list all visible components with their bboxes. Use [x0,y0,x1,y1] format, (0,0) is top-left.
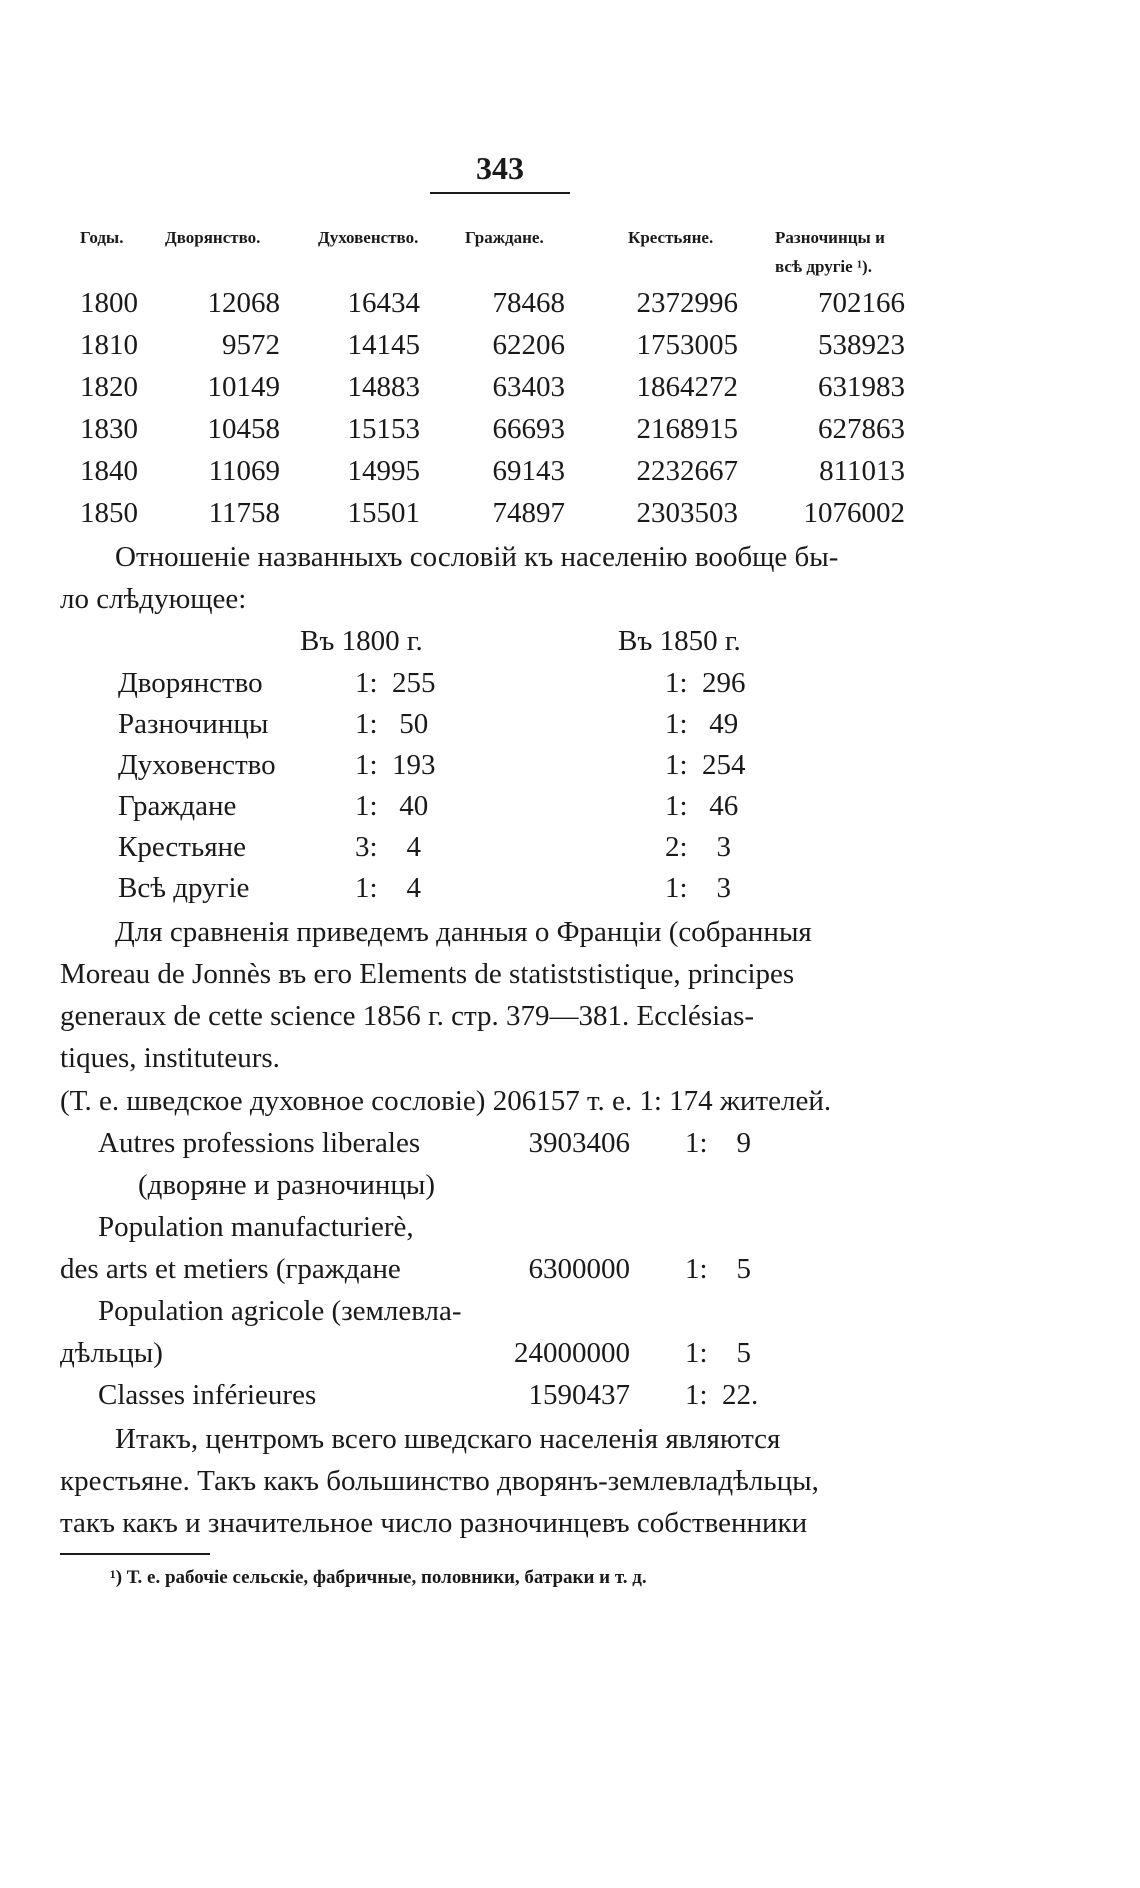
cell-peasants: 1753005 [636,329,738,361]
header-years: Годы. [80,228,124,247]
cell-nobility: 9572 [222,329,280,361]
france-number: 3903406 [528,1127,630,1159]
france-label: des arts et metiers (граждане [60,1253,401,1285]
header-citizens: Граждане. [465,228,544,247]
cell-citizens: 62206 [492,329,565,361]
cell-citizens: 63403 [492,371,565,403]
france-intro-line: Для сравненія приведемъ данныя о Франціи (собранныя [115,916,812,948]
ratio-row [0,831,1140,871]
ratio-label: Крестьяне [118,831,246,863]
france-ratio: 1: 5 [685,1337,752,1369]
france-ratio: 1: 9 [685,1127,752,1159]
cell-peasants: 1864272 [636,371,738,403]
cell-others: 702166 [818,287,905,319]
footnote: ¹) Т. е. рабочіе сельскіе, фабричные, половники, батраки и т. д. [110,1567,647,1588]
ratio-1850: 1: 3 [665,872,732,904]
france-label: (дворяне и разночинцы) [138,1169,436,1201]
france-label: дѣльцы) [60,1337,163,1369]
ratio-label: Духовенство [118,749,276,781]
ratio-1850: 1: 296 [665,667,746,699]
france-row [0,1169,1140,1209]
cell-year: 1850 [80,497,138,529]
france-ratio: 1: 22. [685,1379,759,1411]
ratio-1850: 1: 49 [665,708,739,740]
france-label: Classes inférieures [98,1379,317,1411]
ratio-label: Граждане [118,790,237,822]
conclusion-line: такъ какъ и значительное число разночинцевъ собственники [60,1507,808,1539]
ratio-1800: 3: 4 [355,831,422,863]
cell-citizens: 78468 [492,287,565,319]
page-number-rule [430,192,570,194]
cell-clergy: 14145 [347,329,420,361]
france-row [0,1211,1140,1251]
cell-clergy: 15501 [347,497,420,529]
cell-nobility: 12068 [207,287,280,319]
page-number: 343 [476,150,524,186]
ratio-1800: 1: 4 [355,872,422,904]
cell-citizens: 66693 [492,413,565,445]
ratio-row [0,708,1140,748]
ratio-row [0,790,1140,830]
table-row [0,497,1140,537]
ratio-label: Дворянство [118,667,263,699]
cell-year: 1840 [80,455,138,487]
footnote-rule [60,1553,210,1555]
france-ratio: 1: 5 [685,1253,752,1285]
ratio-label: Всѣ другіе [118,872,250,904]
france-intro-line: tiques, instituteurs. [60,1042,280,1074]
cell-clergy: 16434 [347,287,420,319]
ratio-intro-line2: ло слѣдующее: [60,583,247,615]
ratio-intro-line1: Отношеніе названныхъ сословій къ населенію вообще бы- [115,541,839,573]
header-peasants: Крестьяне. [628,228,714,247]
ratio-header-1850: Въ 1850 г. [618,625,741,657]
france-number: 6300000 [528,1253,630,1285]
table-row [0,329,1140,369]
cell-year: 1830 [80,413,138,445]
france-label: Population agricole (землевла- [98,1295,462,1327]
france-clergy-line: (Т. е. шведское духовное сословіе) 206157 т. е. 1: 174 жителей. [60,1085,832,1117]
france-label: Population manufacturierè, [98,1211,414,1243]
ratio-1850: 2: 3 [665,831,732,863]
france-intro-line: generaux de cette science 1856 г. стр. 379—381. Ecclésias- [60,1000,755,1032]
ratio-row [0,749,1140,789]
cell-clergy: 14883 [347,371,420,403]
ratio-1800: 1: 40 [355,790,429,822]
cell-citizens: 74897 [492,497,565,529]
cell-clergy: 14995 [347,455,420,487]
ratio-row [0,667,1140,707]
table-row [0,287,1140,327]
cell-peasants: 2168915 [636,413,738,445]
france-number: 1590437 [528,1379,630,1411]
cell-peasants: 2303503 [636,497,738,529]
france-row [0,1337,1140,1377]
ratio-label: Разночинцы [118,708,269,740]
ratio-header-1800: Въ 1800 г. [300,625,423,657]
france-label: Autres professions liberales [98,1127,421,1159]
cell-citizens: 69143 [492,455,565,487]
ratio-1850: 1: 46 [665,790,739,822]
cell-year: 1800 [80,287,138,319]
header-nobility: Дворянство. [165,228,261,247]
cell-others: 627863 [818,413,905,445]
cell-peasants: 2372996 [636,287,738,319]
france-intro-line: Moreau de Jonnès въ его Elements de statiststistique, principes [60,958,795,990]
cell-clergy: 15153 [347,413,420,445]
cell-peasants: 2232667 [636,455,738,487]
france-row [0,1127,1140,1167]
conclusion-line: Итакъ, центромъ всего шведскаго населенія являются [115,1423,781,1455]
header-clergy: Духовенство. [318,228,419,247]
france-row [0,1379,1140,1419]
ratio-1800: 1: 255 [355,667,436,699]
cell-year: 1820 [80,371,138,403]
france-row [0,1253,1140,1293]
table-row [0,413,1140,453]
cell-nobility: 11069 [208,455,280,487]
header-others-line2: всѣ другіе ¹). [775,257,872,276]
france-number: 24000000 [514,1337,630,1369]
table-row [0,455,1140,495]
cell-others: 811013 [819,455,905,487]
conclusion-line: крестьяне. Такъ какъ большинство дворянъ-землевладѣльцы, [60,1465,819,1497]
cell-others: 1076002 [803,497,905,529]
ratio-1800: 1: 193 [355,749,436,781]
table-row [0,371,1140,411]
header-others-line1: Разночинцы и [775,228,885,247]
cell-year: 1810 [80,329,138,361]
ratio-row [0,872,1140,912]
ratio-1850: 1: 254 [665,749,746,781]
ratio-1800: 1: 50 [355,708,429,740]
cell-nobility: 10458 [207,413,280,445]
cell-nobility: 11758 [208,497,280,529]
cell-others: 538923 [818,329,905,361]
cell-others: 631983 [818,371,905,403]
cell-nobility: 10149 [207,371,280,403]
france-row [0,1295,1140,1335]
